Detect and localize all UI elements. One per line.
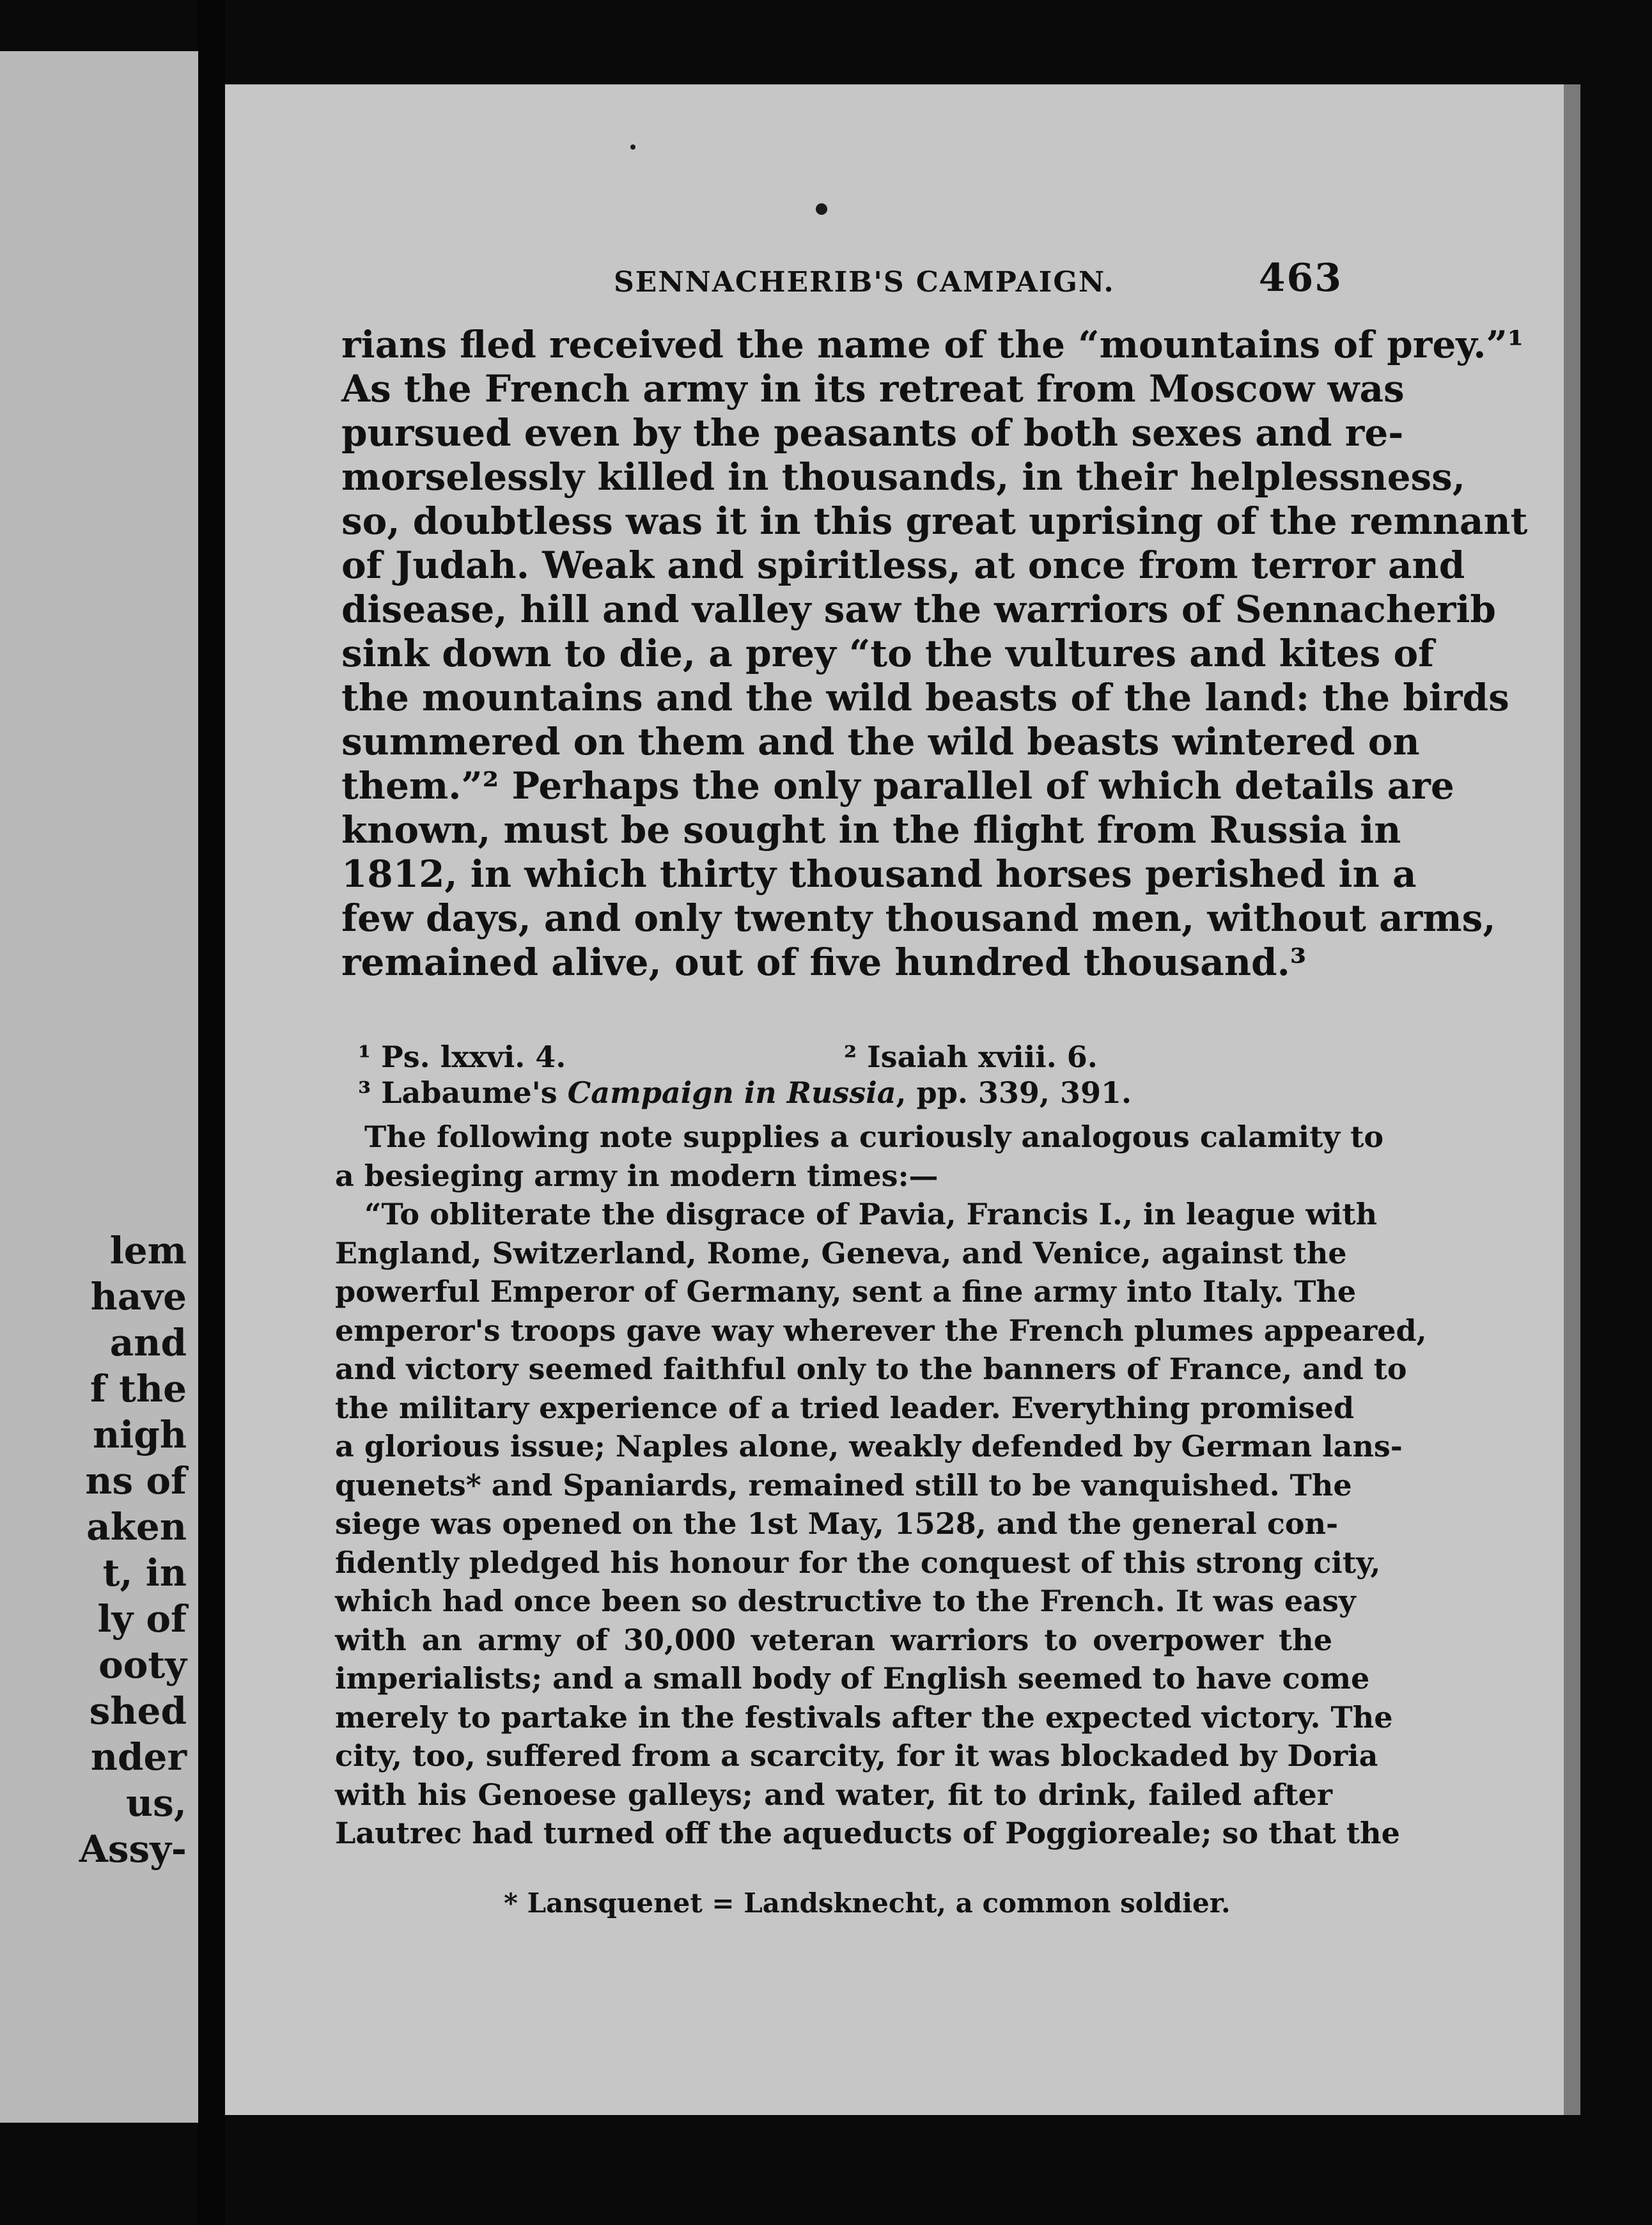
left-line: us, [125,1781,187,1825]
footnote-2: ² Isaiah xviii. 6. [844,1040,1098,1074]
left-line: nigh [93,1413,187,1456]
bottom-footnote: * Lansquenet = Landsknecht, a common soldier. [504,1887,1231,1919]
running-head: SENNACHERIB'S CAMPAIGN. [614,266,1115,299]
page-number: 463 [1258,256,1343,301]
left-line: aken [86,1505,187,1549]
note-line: the military experience of a tried leader. Everything promised [335,1390,1355,1425]
note-line: emperor's troops gave way wherever the French plumes appeared, [335,1313,1427,1348]
note-line: fidently pledged his honour for the conquest of this strong city, [335,1545,1381,1580]
page-edge [1564,84,1580,2115]
text-line: remained alive, out of five hundred thousand.³ [341,941,1307,984]
left-line: ly of [97,1597,187,1641]
left-line: ns of [85,1459,187,1503]
book-gutter [198,0,225,2225]
text-line: of Judah. Weak and spiritless, at once from terror and [341,543,1465,587]
note-line: which had once been so destructive to the French. It was easy [335,1584,1356,1618]
note-line: England, Switzerland, Rome, Geneva, and Venice, against the [335,1235,1347,1270]
footnote-3-prefix: ³ Labaume's [358,1075,568,1110]
text-line: disease, hill and valley saw the warriors of Sennacherib [341,588,1496,631]
ink-speck [630,144,635,150]
footnote-row [358,1039,1330,1075]
footnote-1: ¹ Ps. lxxvi. 4. [358,1040,566,1074]
left-line: shed [89,1689,187,1733]
note-line: with an army of 30,000 veteran warriors to overpower the [335,1622,1332,1657]
note-line: a besieging army in modern times:— [335,1158,939,1193]
left-line: Assy- [79,1827,187,1871]
note-text [335,1118,1427,1853]
note-line: imperialists; and a small body of English seemed to have come [335,1661,1370,1696]
note-line: Lautrec had turned off the aqueducts of Poggioreale; so that the [335,1816,1400,1850]
text-line: the mountains and the wild beasts of the land: the birds [341,676,1509,719]
text-line: few days, and only twenty thousand men, without arms, [341,896,1496,940]
note-line: a glorious issue; Naples alone, weakly defended by German lans- [335,1429,1403,1464]
left-line: nder [90,1735,187,1779]
text-line: pursued even by the peasants of both sexes and re- [341,411,1404,455]
text-line: sink down to die, a prey “to the vultures and kites of [341,632,1435,675]
text-line: morselessly killed in thousands, in their helplessness, [341,455,1465,499]
main-text [341,323,1528,985]
footnotes [358,1039,1330,1111]
ink-dot [816,203,827,215]
text-line: 1812, in which thirty thousand horses perished in a [341,852,1417,896]
left-line: ooty [98,1643,187,1687]
text-line: so, doubtless was it in this great uprising of the remnant [341,499,1528,543]
text-line: summered on them and the wild beasts wintered on [341,720,1420,763]
note-line: siege was opened on the 1st May, 1528, and the general con- [335,1506,1339,1541]
left-line: lem [109,1229,187,1272]
left-line: t, in [102,1551,187,1595]
text-line: As the French army in its retreat from Moscow was [341,367,1405,410]
footnote-3-title: Campaign in Russia [567,1075,896,1110]
left-page-text [79,1228,187,1872]
footnote-3 [358,1075,1330,1111]
text-line: them.”² Perhaps the only parallel of which details are [341,764,1454,808]
left-line: f the [90,1367,187,1410]
left-line: have [90,1275,187,1318]
note-line: with his Genoese galleys; and water, fit to drink, failed after [335,1777,1332,1812]
left-line: and [109,1321,187,1364]
note-line: The following note supplies a curiously analogous calamity to [364,1120,1384,1154]
note-line: city, too, suffered from a scarcity, for it was blockaded by Doria [335,1738,1378,1773]
note-line: and victory seemed faithful only to the banners of France, and to [335,1352,1407,1386]
text-line: known, must be sought in the flight from Russia in [341,808,1401,852]
note-line: “To obliterate the disgrace of Pavia, Francis I., in league with [364,1197,1378,1231]
left-page [0,51,198,2123]
text-line: rians fled received the name of the “mountains of prey.”¹ [341,323,1524,366]
note-line: quenets* and Spaniards, remained still to be vanquished. The [335,1467,1352,1503]
note-line: merely to partake in the festivals after the expected victory. The [335,1699,1393,1735]
footnote-3-suffix: , pp. 339, 391. [896,1075,1132,1110]
note-line: powerful Emperor of Germany, sent a fine army into Italy. The [335,1274,1357,1309]
